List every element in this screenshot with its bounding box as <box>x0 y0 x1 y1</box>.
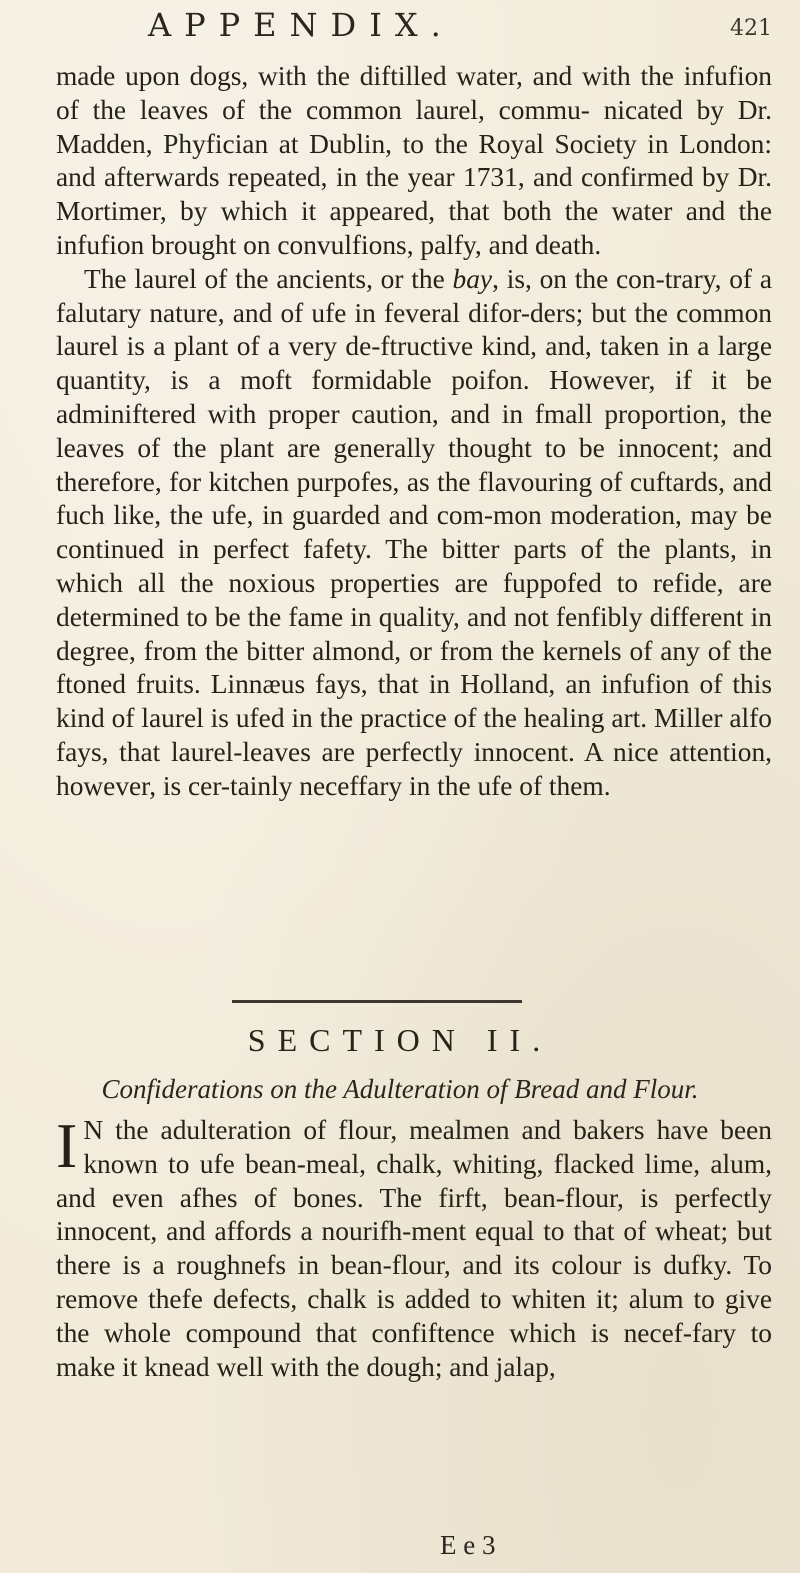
section-text <box>56 1110 772 1384</box>
opening-text <box>56 60 772 804</box>
italic-word: bay <box>452 263 493 294</box>
page-number: 421 <box>730 16 772 41</box>
paragraph-continued <box>56 60 772 263</box>
text-line: made upon dogs, with the diftilled water, and with the <box>56 61 684 91</box>
text-line: which it appeared, that both the water and the infufion <box>56 196 772 260</box>
paragraph-adulteration <box>56 1110 772 1384</box>
text-line: infufion of the leaves of the common laurel, commu- <box>56 61 772 125</box>
section-divider <box>232 1000 522 1003</box>
signature-mark: E e 3 <box>440 1530 496 1560</box>
paragraph-text: The laurel of the ancients, or the <box>84 263 453 294</box>
text-line: Royal Society in London: and afterwards repeated, <box>56 128 772 193</box>
text-line: brought on convulfions, palfy, and death. <box>151 229 602 260</box>
text-line: nicated by Dr. Madden, Phyfician at Dublin, to the <box>56 94 773 159</box>
paragraph-laurel <box>56 263 772 804</box>
paragraph-text: , is, on the con-trary, of a falutary nature, and of ufe in feveral difor-ders; but the common laurel is a plant of a very de-ftructive kind, and, taken in a large quantity, is a moft formidable poifon. However, if it be adminiftered with proper caution, and in fmall proportion, the leaves of the plant are generally thought to be innocent; and therefore, for kitchen purpofes, as the flavouring of cuftards, and fuch like, the ufe, in guarded and com-mon moderation, may be continued in perfect fafety. The bitter parts of the plants, in which all the noxious properties are fuppofed to refide, are determined to be the fame in quality, and not fenfibly different in degree, from the bitter almond, or from the kernels of any of the ftoned fruits. Linnæus fays, that in Holland, an infufion of this kind of laurel is ufed in the practice of the healing art. Miller alfo fays, that laurel-leaves are perfectly innocent. A nice attention, however, is cer-tainly neceffary in the ufe of them. <box>56 263 772 801</box>
paragraph-text: N the adulteration of flour, mealmen and bakers have been known to ufe bean-meal, chalk, whiting, flacked lime, alum, and even afhes of bones. The firft, bean-flour, is perfectly innocent, and affords a nourifh-ment equal to that of wheat; but there is a roughnefs in bean-flour, and its colour is dufky. To remove thefe defects, chalk is added to whiten it; alum to give the whole compound that confiftence which is necef-fary to make it knead well with the dough; and jalap, <box>56 1115 772 1382</box>
text-line: in the year 1731, and confirmed by Dr. Mortimer, by <box>56 162 772 227</box>
section-heading: SECTION II. <box>247 1022 553 1058</box>
section-subtitle: Confiderations on the Adulteration of Bread and Flour. <box>101 1074 699 1104</box>
running-title: APPENDIX. <box>148 6 454 44</box>
drop-cap: I <box>56 1110 78 1181</box>
